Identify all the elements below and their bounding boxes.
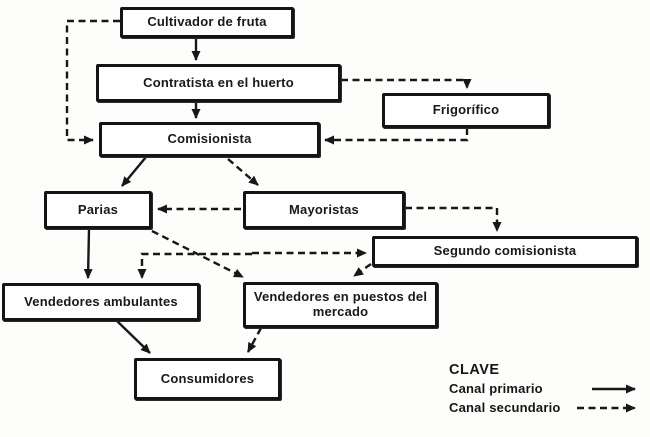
node-label: Comisionista bbox=[167, 131, 252, 147]
node-label: Mayoristas bbox=[289, 201, 359, 217]
node-segundo-comisionista bbox=[372, 236, 638, 267]
node-label: Vendedores ambulantes bbox=[24, 293, 178, 309]
edge-frigorifico-to-comisionista bbox=[325, 128, 467, 140]
node-parias bbox=[44, 191, 152, 229]
legend-item-primary bbox=[449, 379, 645, 398]
node-label: Contratista en el huerto bbox=[143, 74, 294, 90]
secondary-channel-arrow-icon bbox=[575, 402, 645, 414]
node-mayoristas bbox=[243, 191, 405, 229]
edge-comisionista-to-mayoristas bbox=[228, 159, 258, 185]
legend-item-secondary bbox=[449, 398, 645, 417]
edge-vendedores-ambulantes-to-consumidores bbox=[117, 321, 150, 353]
node-label: Consumidores bbox=[160, 370, 255, 386]
edge-vendedores-en-puestos-to-consumidores bbox=[248, 328, 261, 352]
node-frigorifico bbox=[382, 93, 550, 128]
node-vendedores-ambulantes bbox=[2, 283, 200, 321]
edge-contratista-en-el-huerto-to-frigorifico bbox=[341, 80, 467, 88]
edge-comisionista-to-parias bbox=[122, 157, 146, 186]
node-contratista-en-el-huerto bbox=[96, 64, 341, 102]
legend-title: CLAVE bbox=[449, 362, 500, 378]
legend bbox=[449, 362, 645, 417]
edge-parias-to-vendedores-ambulantes bbox=[88, 229, 89, 278]
edge-mayoristas-to-segundo-comisionista bbox=[405, 208, 497, 231]
node-label: Segundo comisionista bbox=[433, 243, 577, 259]
node-vendedores-en-puestos-del-mercado bbox=[243, 282, 438, 328]
node-label: Parias bbox=[77, 201, 119, 217]
node-comisionista bbox=[99, 122, 320, 157]
node-label: Frigorífico bbox=[432, 102, 500, 118]
primary-channel-arrow-icon bbox=[589, 383, 645, 395]
node-label: Cultivador de fruta bbox=[147, 14, 267, 30]
node-label: Vendedores en puestos del mercado bbox=[253, 289, 428, 319]
edge-segundo-comisionista-to-vendedores-en-puestos bbox=[354, 264, 371, 276]
legend-item-secondary-label: Canal secundario bbox=[449, 400, 561, 415]
legend-item-primary-label: Canal primario bbox=[449, 381, 543, 396]
node-consumidores bbox=[134, 358, 281, 400]
node-cultivador-de-fruta bbox=[120, 7, 294, 38]
